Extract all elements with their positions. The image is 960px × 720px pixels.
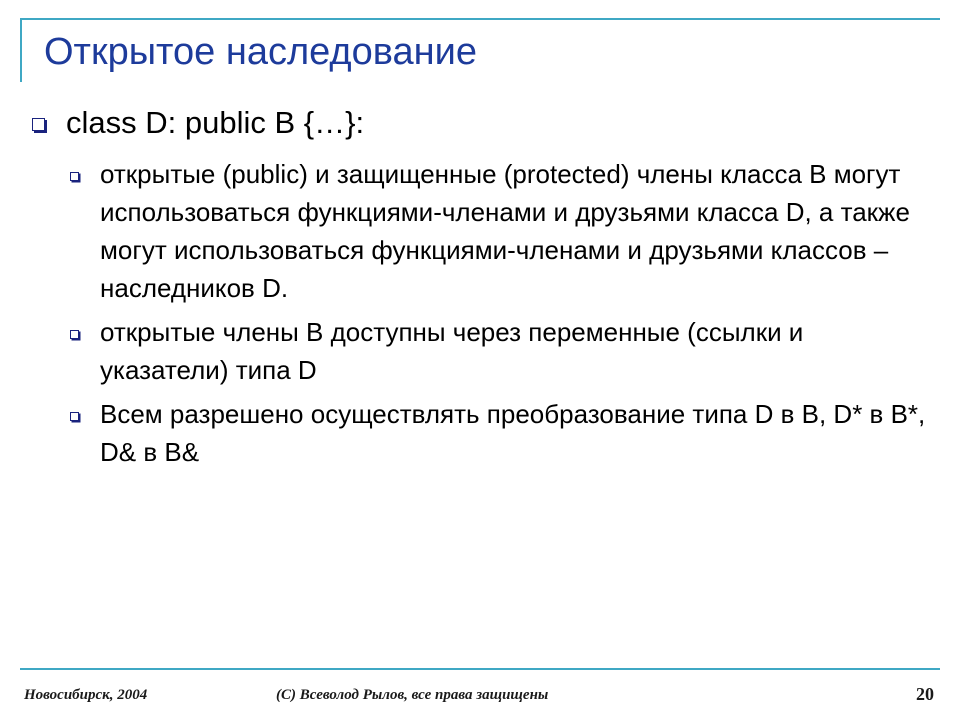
sub-bullet-text: открытые (public) и защищенные (protected) члены класса B могут использоваться функциями-членами и друзьями класса D, а также могут использоваться функциями-членами и друзьями классов – наследников D.: [100, 159, 910, 303]
footer-copyright: (C) Всеволод Рылов, все права защищены: [276, 687, 549, 703]
square-bullet-icon: [70, 330, 79, 339]
slide-title: Открытое наследование: [44, 31, 477, 73]
square-bullet-icon: [70, 172, 79, 181]
top-rule: [20, 18, 940, 20]
bullet-text: class D: public B {…}:: [66, 105, 365, 140]
bullet-item-level2: [66, 313, 936, 389]
title-accent-rule: [20, 18, 22, 82]
footer-rule: [20, 668, 940, 670]
sub-bullet-text: открытые члены B доступны через переменные (ссылки и указатели) типа D: [100, 317, 804, 385]
page-number: 20: [916, 684, 934, 704]
slide-content: [28, 103, 938, 477]
bullet-item-level1: [28, 103, 938, 143]
footer-location-year: Новосибирск, 2004: [24, 687, 148, 703]
bullet-item-level2: [66, 155, 936, 307]
sub-bullet-text: Всем разрешено осуществлять преобразование типа D в B, D* в B*, D& в B&: [100, 399, 926, 467]
square-bullet-icon: [70, 412, 79, 421]
sub-bullet-list: [66, 155, 936, 471]
bullet-item-level2: [66, 395, 936, 471]
square-bullet-icon: [32, 118, 45, 131]
